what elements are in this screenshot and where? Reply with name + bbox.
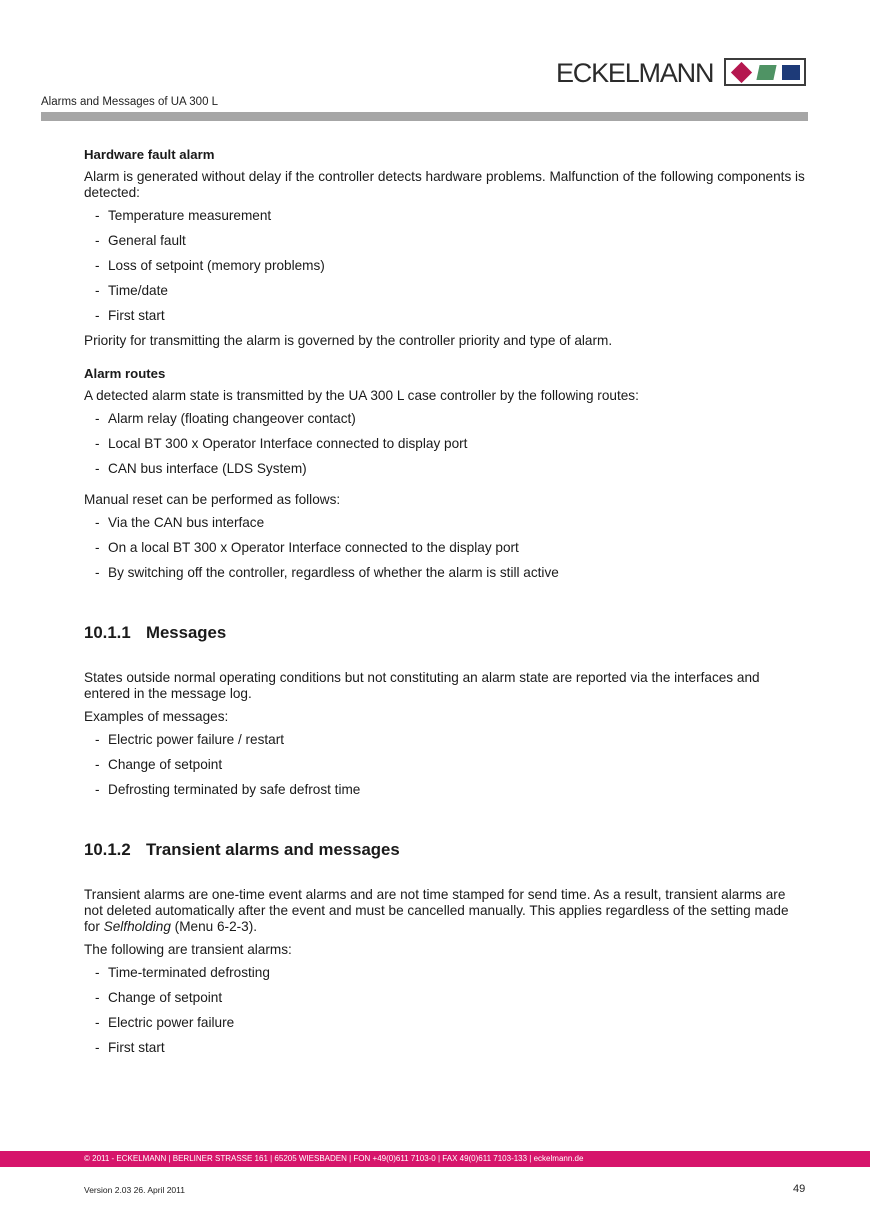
transient-body xyxy=(84,887,808,935)
logo-blue-square xyxy=(782,65,800,80)
logo-squares-icon xyxy=(724,58,806,86)
hardware-fault-note: Priority for transmitting the alarm is governed by the controller priority and type of alarm. xyxy=(84,333,613,348)
list-item: - General fault xyxy=(84,233,808,249)
section-transient-title xyxy=(84,840,808,860)
messages-list xyxy=(84,732,808,798)
section-messages-title xyxy=(84,623,808,643)
transient-body-text: Transient alarms are one-time event alarms and are not time stamped for send time. As a result, transient alarms are not deleted automatically after the event and must be cancelled manually. This applies regardless of the setting made for xyxy=(84,887,789,934)
transient-body-tail: (Menu 6-2-3). xyxy=(170,919,258,934)
list-item: - Local BT 300 x Operator Interface connected to display port xyxy=(84,436,808,452)
list-item: - First start xyxy=(84,308,808,324)
list-item: - CAN bus interface (LDS System) xyxy=(84,461,808,477)
list-item: - Temperature measurement xyxy=(84,208,808,224)
list-item: - Time/date xyxy=(84,283,808,299)
list-item: - Change of setpoint xyxy=(84,757,808,773)
eckelmann-logo xyxy=(556,58,808,88)
version-info: Version 2.03 26. April 2011 xyxy=(84,1185,185,1195)
list-item: - Via the CAN bus interface xyxy=(84,515,808,531)
hardware-fault-list xyxy=(84,208,808,324)
selfholding-term: Selfholding xyxy=(103,919,171,934)
alarm-routes-intro: A detected alarm state is transmitted by the UA 300 L case controller by the following routes: xyxy=(84,388,639,403)
list-item: - Defrosting terminated by safe defrost time xyxy=(84,782,808,798)
messages-examples-intro: Examples of messages: xyxy=(84,709,229,724)
page-body xyxy=(84,147,808,1065)
transient-list xyxy=(84,965,808,1056)
manual-reset-list xyxy=(84,515,808,581)
hardware-fault-intro: Alarm is generated without delay if the controller detects hardware problems. Malfunction of the following components is detected: xyxy=(84,169,805,200)
running-header: Alarms and Messages of UA 300 L xyxy=(41,96,219,108)
list-item: - Electric power failure / restart xyxy=(84,732,808,748)
alarm-routes-list xyxy=(84,411,808,477)
section-number: 10.1.2 xyxy=(84,840,131,859)
list-item: - Time-terminated defrosting xyxy=(84,965,808,981)
manual-reset-intro: Manual reset can be performed as follows: xyxy=(84,492,341,507)
footer-copyright: © 2011 - ECKELMANN | BERLINER STRASSE 161 | 65205 WIESBADEN | FON +49(0)611 7103-0 | FAX 49(0)611 7103-133 | eckelmann.de xyxy=(84,1154,584,1163)
list-item: - Electric power failure xyxy=(84,1015,808,1031)
hardware-fault-heading: Hardware fault alarm xyxy=(84,147,215,162)
list-item: - Loss of setpoint (memory problems) xyxy=(84,258,808,274)
logo-wordmark: ECKELMANN xyxy=(556,58,714,88)
messages-body: States outside normal operating conditions but not constituting an alarm state are reported via the interfaces and entered in the message log. xyxy=(84,670,760,701)
section-title-text: Transient alarms and messages xyxy=(146,840,400,859)
section-number: 10.1.1 xyxy=(84,623,131,642)
list-item: - Alarm relay (floating changeover contact) xyxy=(84,411,808,427)
list-item: - On a local BT 300 x Operator Interface connected to the display port xyxy=(84,540,808,556)
list-item: - Change of setpoint xyxy=(84,990,808,1006)
page-number: 49 xyxy=(793,1183,806,1195)
list-item: - By switching off the controller, regardless of whether the alarm is still active xyxy=(84,565,808,581)
logo-red-square xyxy=(731,62,752,83)
transient-list-intro: The following are transient alarms: xyxy=(84,942,292,957)
logo-green-square xyxy=(756,65,776,80)
section-title-text: Messages xyxy=(146,623,227,642)
list-item: - First start xyxy=(84,1040,808,1056)
alarm-routes-heading: Alarm routes xyxy=(84,366,166,381)
header-rule xyxy=(41,112,808,121)
